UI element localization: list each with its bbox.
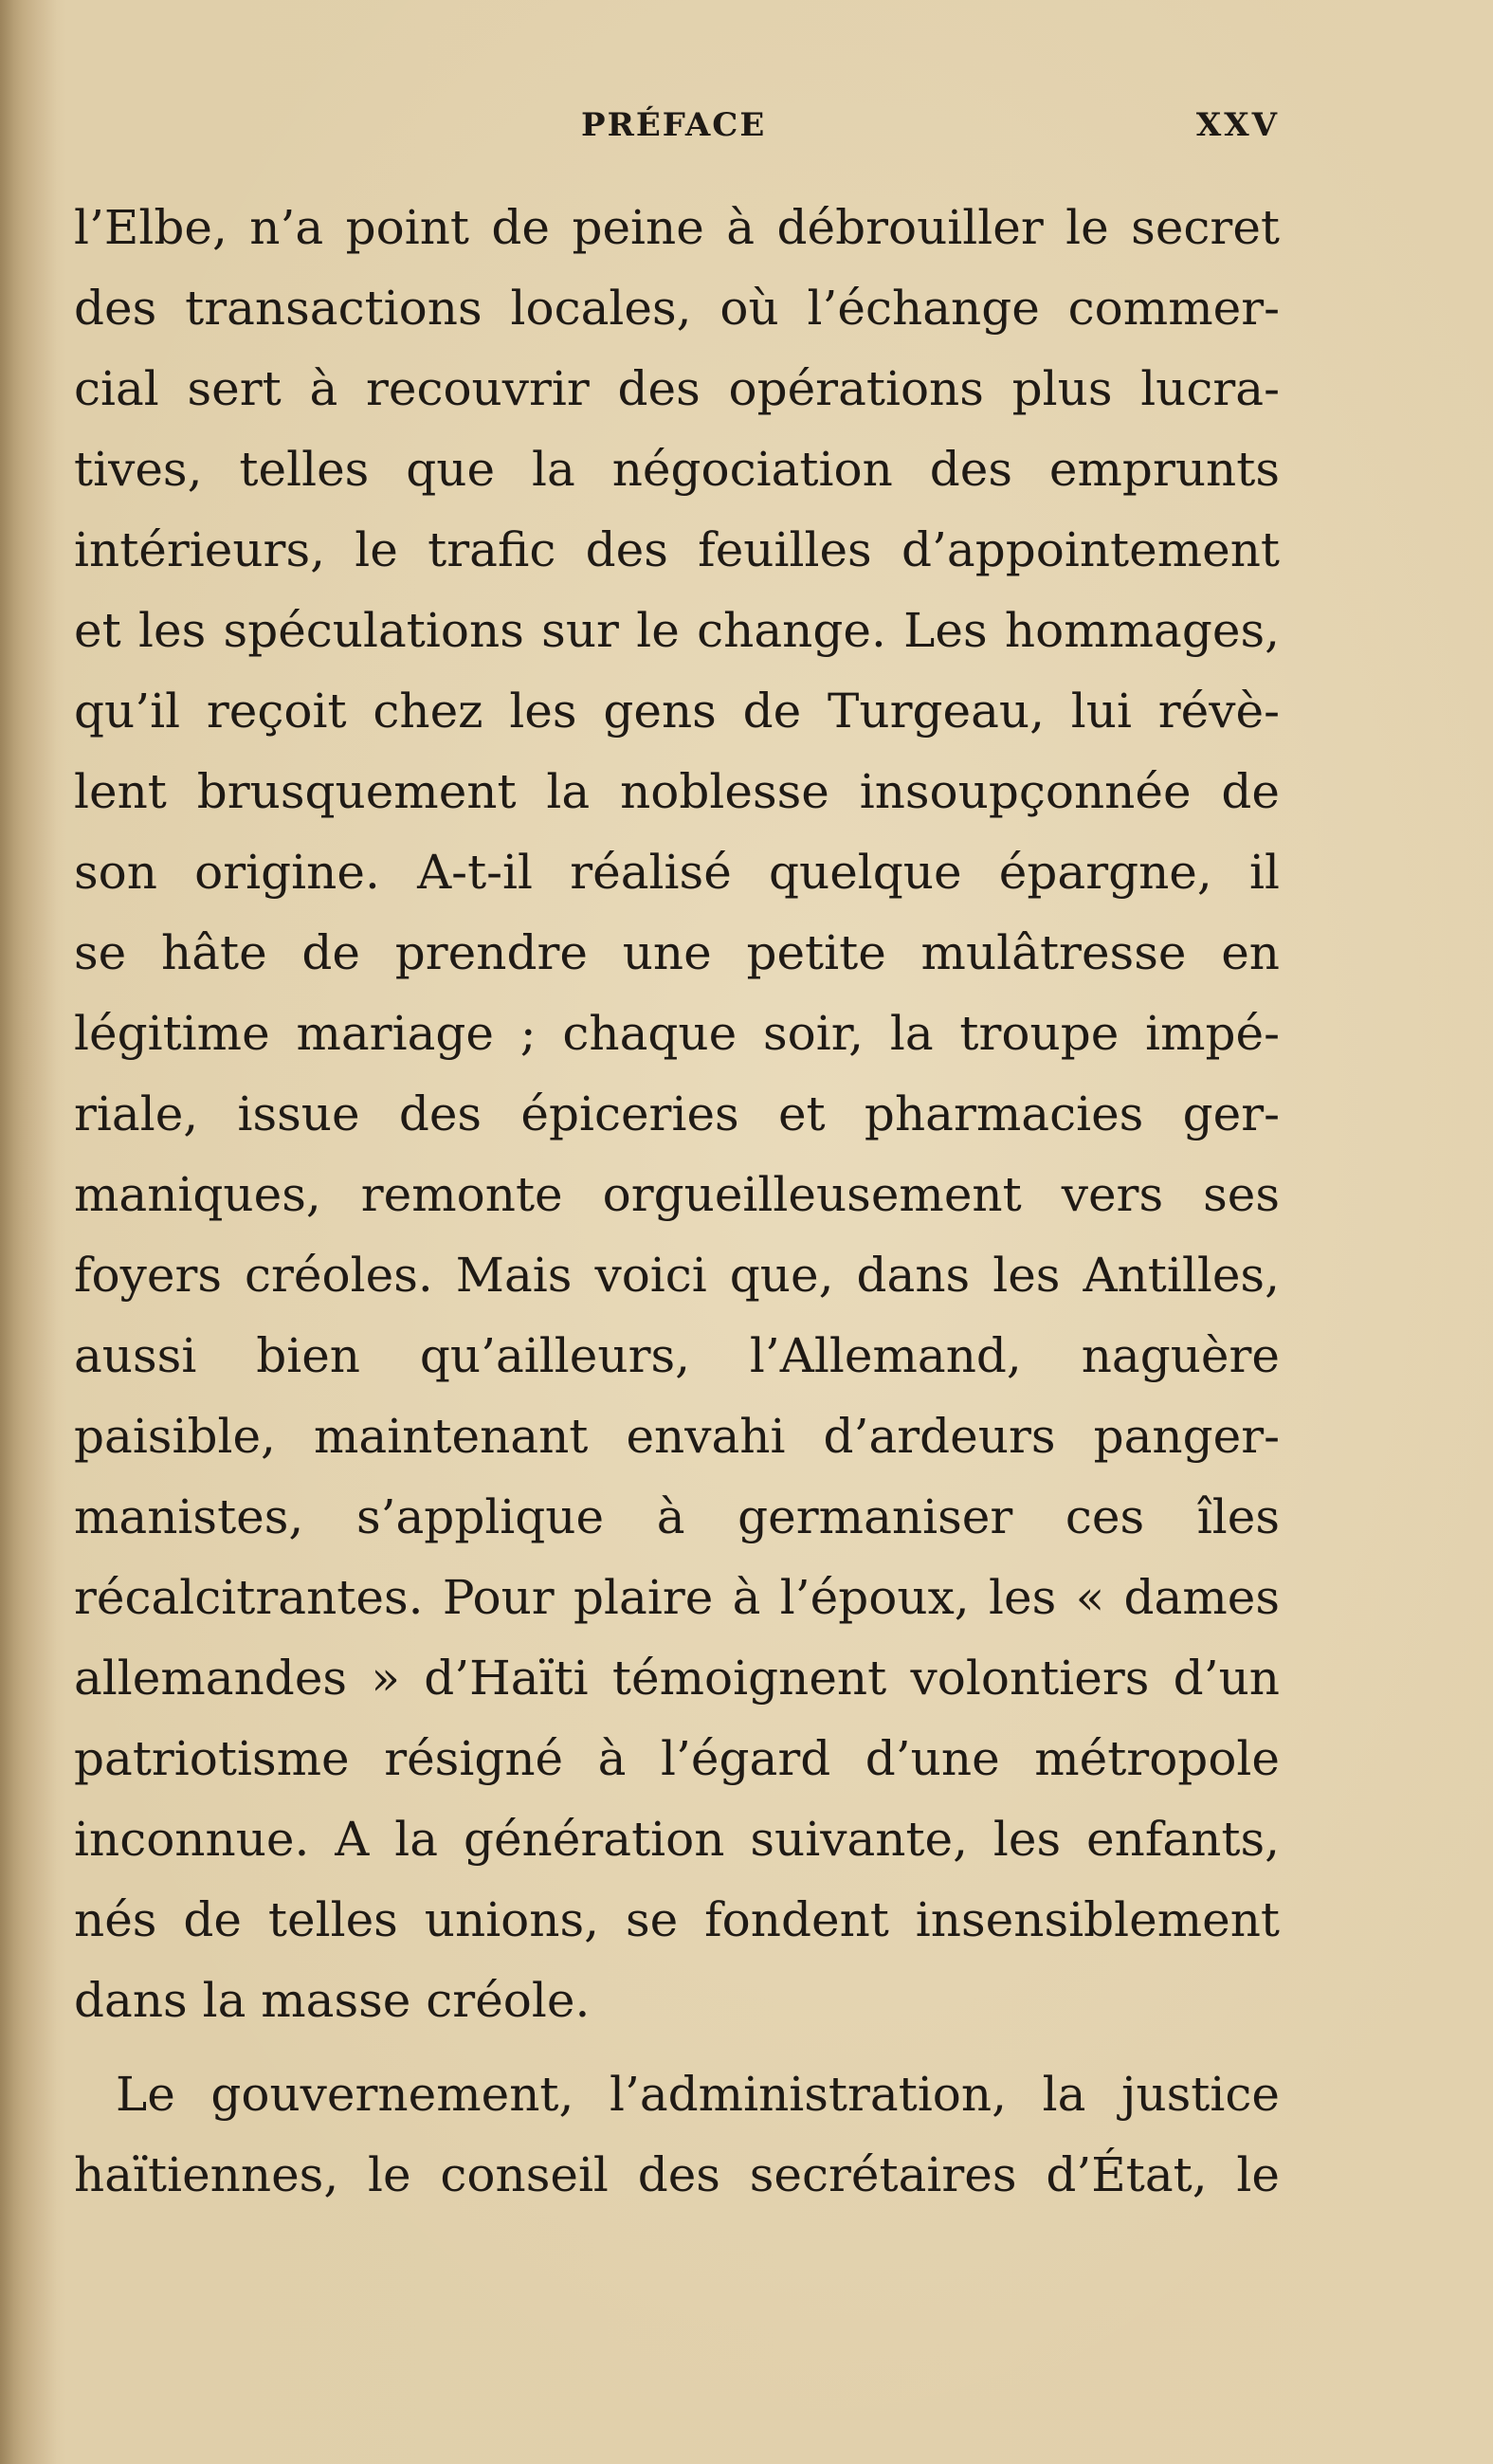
- text-line: tives, telles que la négociation des emprunts: [74, 442, 1280, 497]
- text-line: paisible, maintenant envahi d’ardeurs panger-: [74, 1409, 1280, 1464]
- text-line: et les spéculations sur le change. Les hommages,: [74, 603, 1280, 658]
- running-title: PRÉFACE: [581, 106, 767, 144]
- binding-shadow: [0, 0, 57, 2464]
- text-line: récalcitrantes. Pour plaire à l’époux, les « dames: [74, 1570, 1280, 1625]
- text-line: nés de telles unions, se fondent insensiblement: [74, 1892, 1280, 1947]
- text-line: manistes, s’applique à germaniser ces îles: [74, 1489, 1280, 1544]
- body-text: [74, 188, 1280, 2216]
- text-line: cial sert à recouvrir des opérations plus lucra-: [74, 361, 1280, 416]
- paragraph: [74, 188, 1280, 2041]
- text-line: se hâte de prendre une petite mulâtresse en: [74, 925, 1280, 980]
- text-line: son origine. A-t-il réalisé quelque épargne, il: [74, 845, 1280, 900]
- text-line: riale, issue des épiceries et pharmacies ger-: [74, 1086, 1280, 1141]
- paragraph: [74, 2054, 1280, 2216]
- text-line: lent brusquement la noblesse insoupçonnée de: [74, 764, 1280, 819]
- paragraph-gap: [74, 2041, 1280, 2054]
- page-header: [74, 106, 1280, 154]
- text-line: l’Elbe, n’a point de peine à débrouiller le secret: [74, 200, 1280, 255]
- text-line: inconnue. A la génération suivante, les enfants,: [74, 1812, 1280, 1867]
- page-number: XXV: [1195, 106, 1280, 144]
- text-line: foyers créoles. Mais voici que, dans les Antilles,: [74, 1248, 1280, 1303]
- text-line: Le gouvernement, l’administration, la justice: [116, 2067, 1280, 2122]
- text-line: qu’il reçoit chez les gens de Turgeau, lui révè-: [74, 684, 1280, 739]
- text-line: dans la masse créole.: [74, 1973, 591, 2028]
- text-line: légitime mariage ; chaque soir, la troupe impé-: [74, 1006, 1280, 1061]
- text-line: haïtiennes, le conseil des secrétaires d’État, le: [74, 2147, 1280, 2202]
- text-line: maniques, remonte orgueilleusement vers ses: [74, 1167, 1280, 1222]
- text-line: allemandes » d’Haïti témoignent volontiers d’un: [74, 1651, 1280, 1706]
- text-line: des transactions locales, où l’échange commer-: [74, 281, 1280, 336]
- text-line: patriotisme résigné à l’égard d’une métropole: [74, 1731, 1280, 1786]
- text-line: aussi bien qu’ailleurs, l’Allemand, naguère: [74, 1328, 1280, 1383]
- text-line: intérieurs, le trafic des feuilles d’appointement: [74, 522, 1280, 577]
